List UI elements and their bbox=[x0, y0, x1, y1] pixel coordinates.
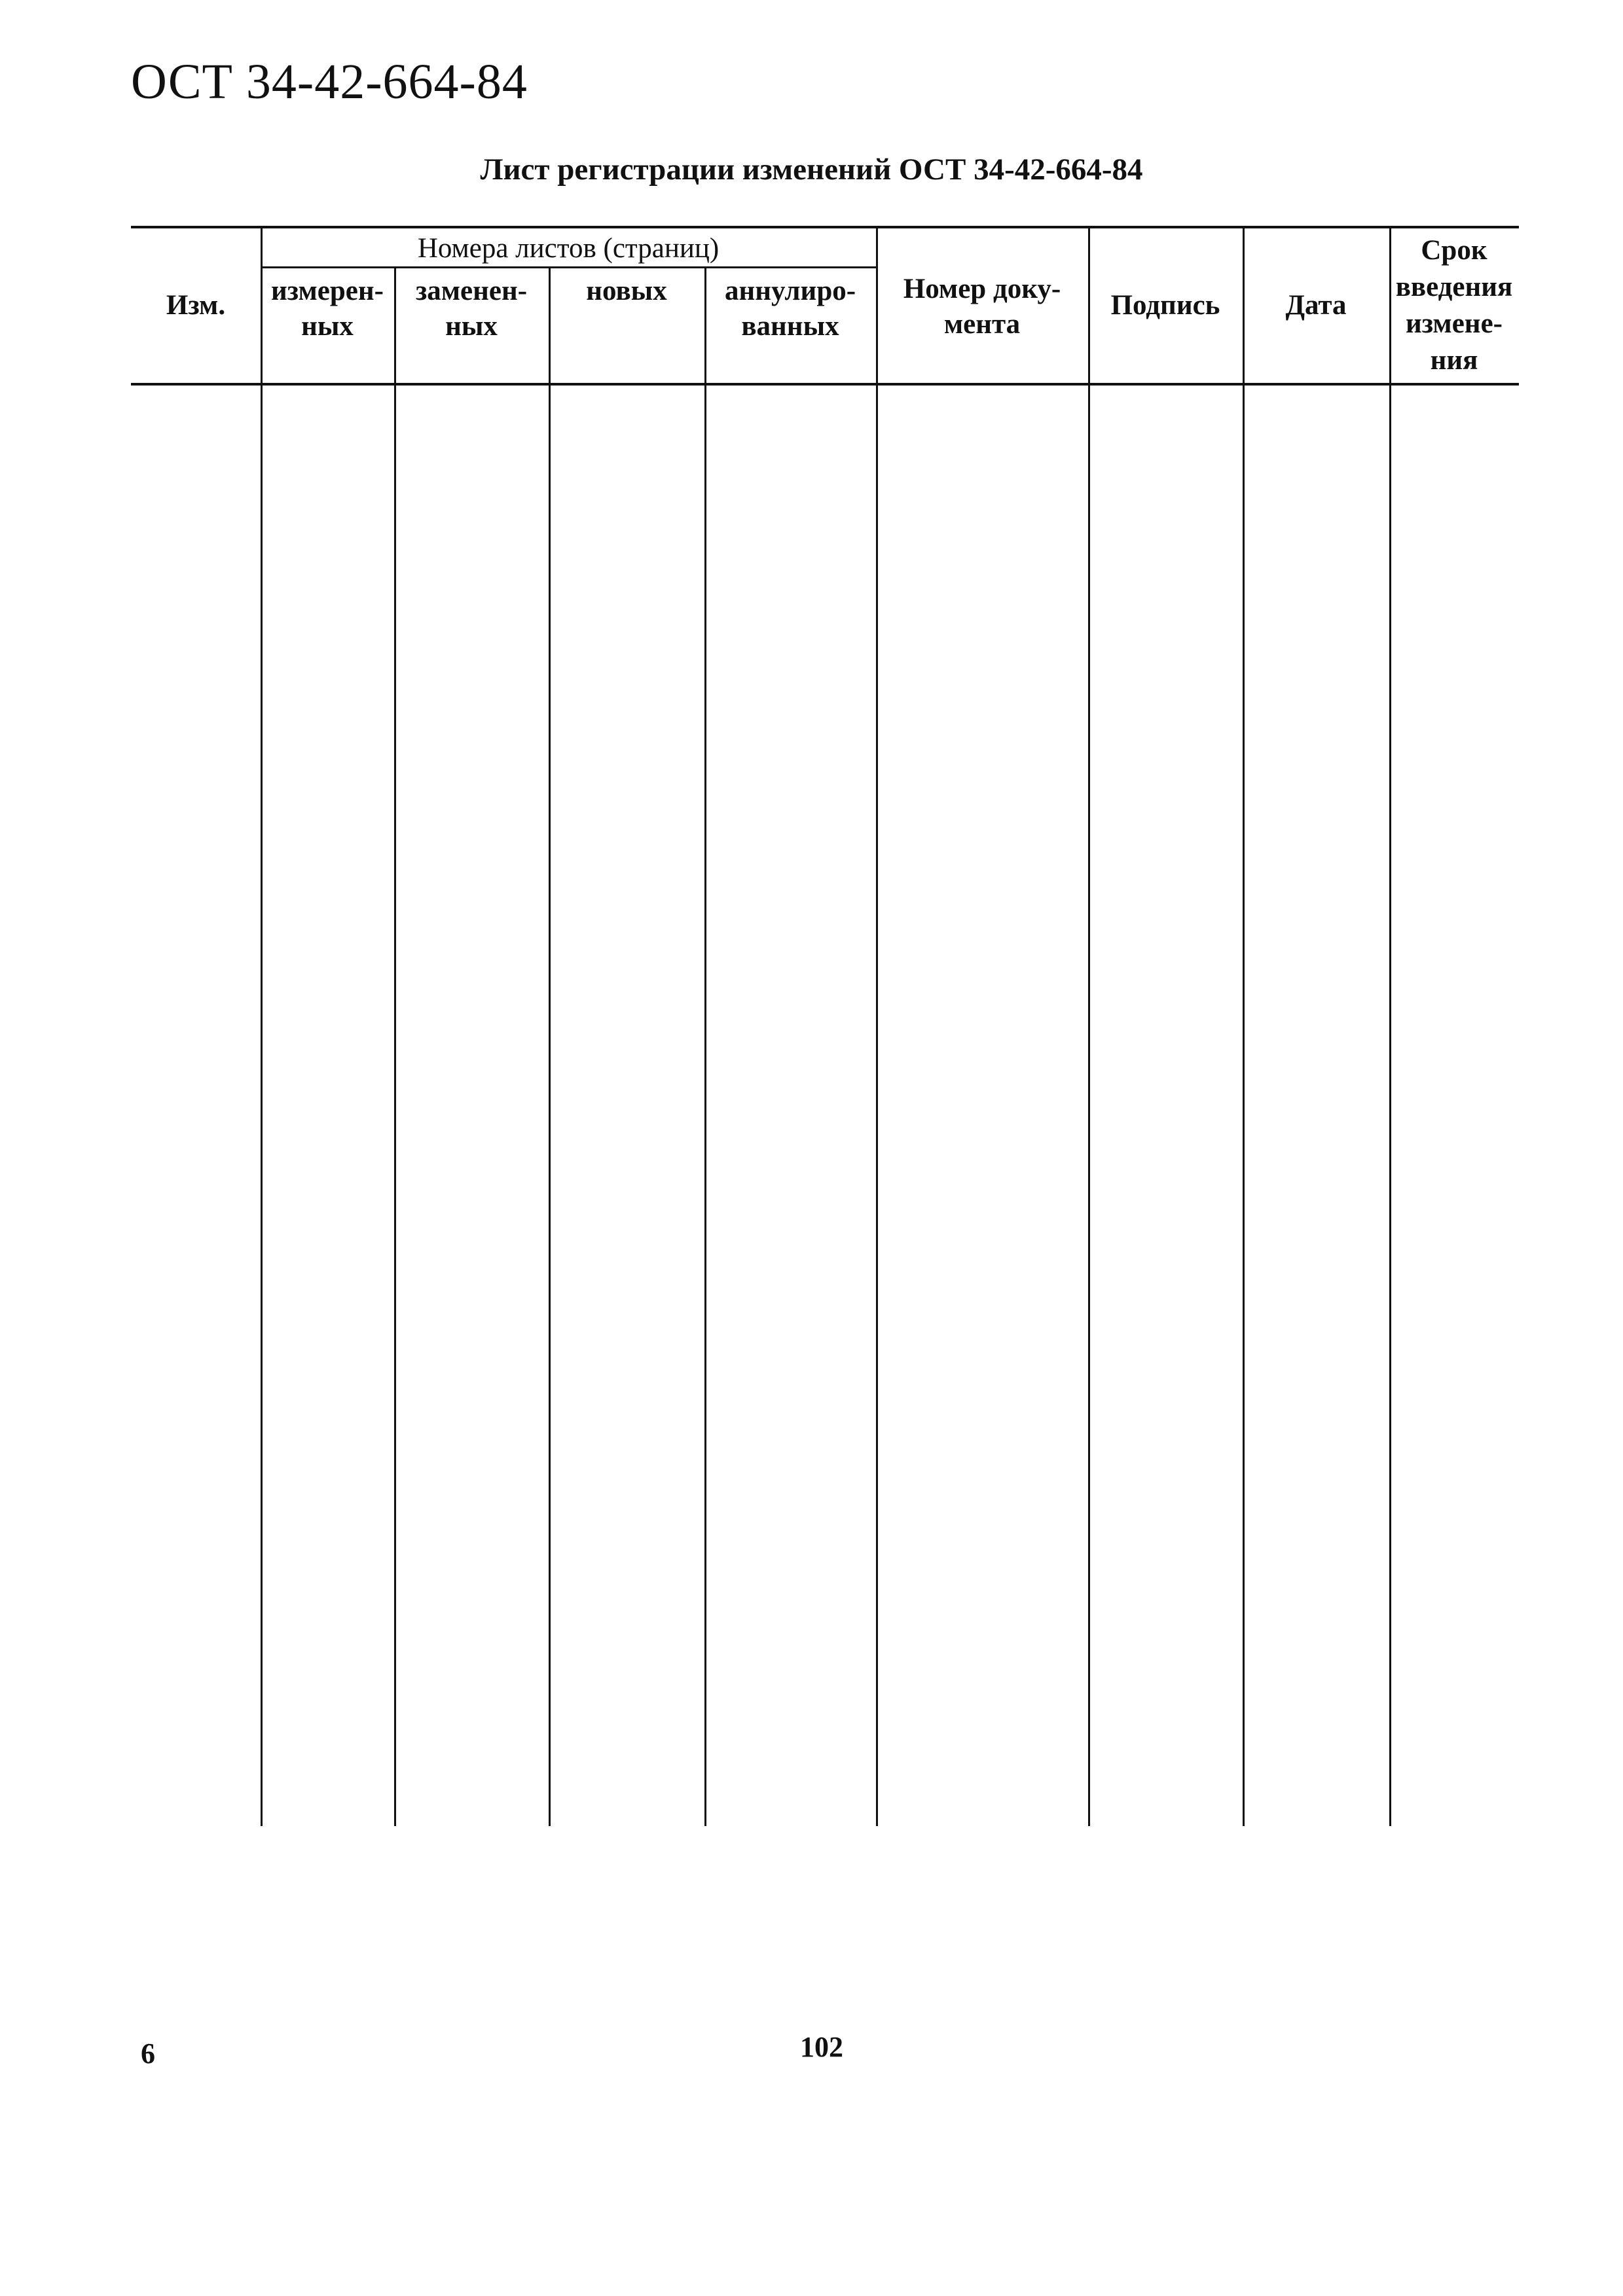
header-izmerennyh bbox=[261, 274, 394, 344]
column-divider bbox=[1243, 226, 1245, 1826]
header-novyh: новых bbox=[586, 276, 667, 306]
column-divider bbox=[704, 266, 706, 1826]
header-srok-line-4: ния bbox=[1430, 345, 1478, 376]
column-divider bbox=[549, 266, 551, 1826]
column-divider bbox=[394, 266, 396, 1826]
header-srok-vvedeniya bbox=[1389, 232, 1519, 379]
header-podpis: Подпись bbox=[1110, 290, 1220, 321]
column-divider bbox=[1389, 226, 1391, 1826]
header-nomer-dokumenta-line-1: Номер доку- bbox=[903, 274, 1061, 304]
column-divider bbox=[876, 226, 878, 1826]
header-srok-line-3: измене- bbox=[1405, 308, 1503, 339]
header-izm: Изм. bbox=[166, 290, 226, 321]
header-annulirovannyh-line-1: аннулиро- bbox=[724, 276, 856, 306]
change-registration-table bbox=[131, 226, 1519, 1829]
column-divider bbox=[261, 226, 263, 1826]
header-srok-line-2: введения bbox=[1395, 272, 1513, 302]
header-izmerennyh-line-2: ных bbox=[301, 311, 354, 342]
header-zamenennyh-line-1: заменен- bbox=[415, 276, 528, 306]
document-code: ОСТ 34-42-664-84 bbox=[131, 54, 528, 109]
header-nomer-dokumenta-line-2: мента bbox=[943, 309, 1021, 340]
header-zamenennyh-line-2: ных bbox=[445, 311, 498, 342]
column-divider bbox=[1088, 226, 1090, 1826]
page-number: 6 bbox=[141, 2037, 155, 2070]
sheet-title: Лист регистрации изменений ОСТ 34-42-664-84 bbox=[480, 152, 1143, 187]
header-annulirovannyh-line-2: ванных bbox=[741, 311, 839, 342]
header-page-numbers-group: Номера листов (страниц) bbox=[417, 233, 720, 264]
sheet-number: 102 bbox=[800, 2031, 843, 2063]
header-bottom-rule bbox=[131, 383, 1519, 386]
group-header-underline bbox=[261, 266, 876, 268]
header-data: Дата bbox=[1285, 290, 1347, 321]
table-top-rule bbox=[131, 226, 1519, 228]
header-annulirovannyh bbox=[704, 274, 876, 344]
header-nomer-dokumenta bbox=[876, 272, 1088, 342]
header-zamenennyh bbox=[394, 274, 549, 344]
header-izmerennyh-line-1: измерен- bbox=[271, 276, 384, 306]
header-srok-line-1: Срок bbox=[1421, 235, 1487, 266]
